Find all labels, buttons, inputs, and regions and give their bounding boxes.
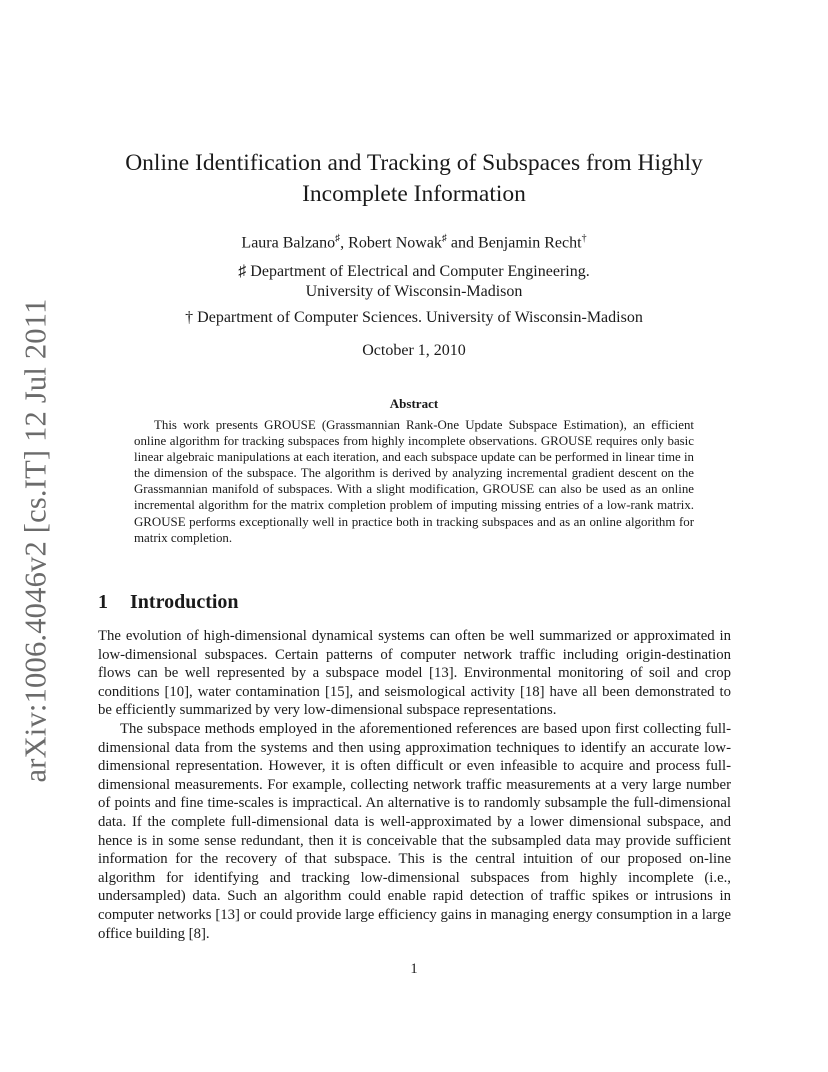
intro-paragraph-1: The evolution of high-dimensional dynamical systems can often be well summarized or approximated in low-dimensional subspaces. Certain patterns of computer network traffic including origin-destination flows can be well represented by a subspace model [13]. Environmental monitoring of soil and crop conditions [10], water contamination [15], and seismological activity [18] have all been demonstrated to be efficiently summarized by very low-dimensional subspace representations.	[98, 628, 731, 719]
page-number: 1	[410, 961, 418, 977]
section-title: Introduction	[130, 591, 239, 613]
affiliation-line: University of Wisconsin-Madison	[305, 283, 523, 300]
intro-paragraph-2: The subspace methods employed in the aforementioned references are based upon first collecting full-dimensional data from the systems and then using approximation techniques to identify an accurate low-dimensional representation. However, it is often difficult or even infeasible to acquire and process full-dimensional measurements. For example, collecting network traffic measurements at a very large number of points and fine time-scales is impractical. An alternative is to randomly subsample the full-dimensional data. If the complete full-dimensional data is well-approximated by a lower dimensional subspace, and hence is in some sense redundant, then it is conceivable that the subsampled data may provide sufficient information for the recovery of that subspace. This is the central intuition of our proposed on-line algorithm for identifying and tracking low-dimensional subspaces from highly incomplete (i.e., undersampled) data. Such an algorithm could enable rapid detection of traffic spikes or intrusions in computer networks [13] or could provide large efficiency gains in managing energy consumption in a large office building [8].	[98, 721, 731, 942]
affiliation-mark: ♯	[335, 233, 341, 244]
affiliation-mark: ♯	[441, 233, 447, 244]
affiliation-ece	[100, 262, 728, 302]
section-number: 1	[98, 591, 108, 613]
arxiv-stamp	[14, 297, 58, 783]
affiliation-mark: †	[581, 233, 587, 244]
author-name: Robert Nowak	[348, 234, 442, 252]
author-list	[100, 229, 728, 253]
paper-title: Online Identification and Tracking of Subspaces from Highly Incomplete Information	[125, 150, 703, 207]
affiliation-cs: † Department of Computer Sciences. University of Wisconsin-Madison	[185, 309, 643, 326]
author-name: Benjamin Recht	[478, 234, 582, 252]
abstract-heading: Abstract	[389, 396, 439, 411]
arxiv-id: arXiv:1006.4046v2 [cs.IT] 12 Jul 2011	[18, 297, 53, 783]
author-name: Laura Balzano	[241, 234, 336, 252]
author-separator: ,	[340, 234, 349, 252]
paper-date: October 1, 2010	[362, 342, 466, 359]
abstract-text: This work presents GROUSE (Grassmannian Rank-One Update Subspace Estimation), an efficient online algorithm for tracking subspaces from highly incomplete observations. GROUSE requires only basic linear algebraic manipulations at each iteration, and each subspace update can be performed in linear time in the dimension of the subspace. The algorithm is derived by analyzing incremental gradient descent on the Grassmannian manifold of subspaces. With a slight modification, GROUSE can also be used as an online incremental algorithm for the matrix completion problem of imputing missing entries of a low-rank matrix. GROUSE performs exceptionally well in practice both in tracking subspaces and as an online algorithm for matrix completion.	[134, 418, 694, 545]
author-separator: and	[446, 234, 479, 252]
section-heading	[98, 590, 239, 614]
affiliation-line: ♯ Department of Electrical and Computer Engineering.	[238, 263, 590, 280]
